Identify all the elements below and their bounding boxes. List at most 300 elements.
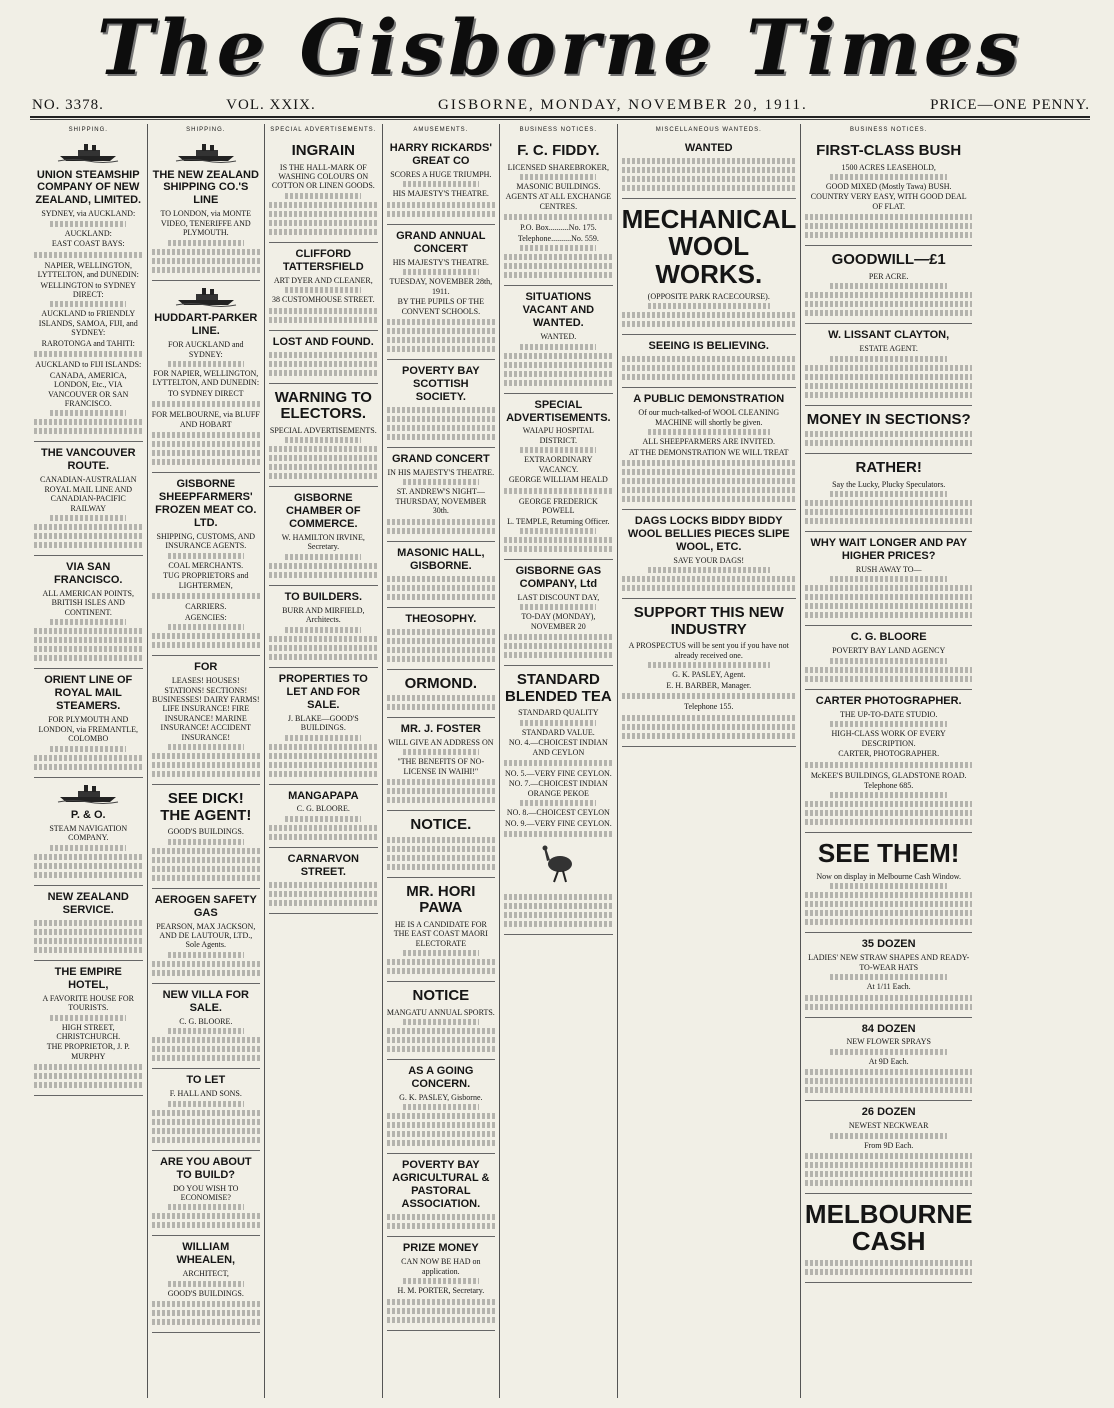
- column: [30, 124, 148, 1398]
- ad-line: AT THE DEMONSTRATION WE WILL TREAT: [628, 447, 789, 457]
- ad-line: NO. 5.—VERY FINE CEYLON.: [504, 768, 612, 778]
- text-filler: [805, 232, 973, 238]
- ad-line: W. HAMILTON IRVINE, Secretary.: [281, 533, 365, 552]
- ad-line: BY THE PUPILS OF THE CONVENT SCHOOLS.: [397, 297, 485, 316]
- ad-line: GEORGE WILLIAM HEALD: [508, 475, 608, 485]
- text-filler: [387, 1299, 496, 1305]
- advertisement: [805, 626, 973, 689]
- text-filler: [152, 1301, 261, 1307]
- text-filler: [622, 487, 796, 493]
- ad-line: SAVE YOUR DAGS!: [673, 555, 745, 565]
- text-filler: [830, 974, 947, 980]
- text-filler: [269, 744, 378, 750]
- text-filler: [387, 1122, 496, 1128]
- column: [618, 124, 801, 1398]
- text-filler: [50, 301, 126, 307]
- ad-line: HIS MAJESTY'S THEATRE.: [392, 257, 489, 267]
- text-filler: [269, 455, 378, 461]
- header-rule-thin: [30, 119, 1090, 120]
- ad-line: Telephone 685.: [864, 781, 914, 791]
- text-filler: [269, 361, 378, 367]
- text-filler: [805, 810, 973, 816]
- text-filler: [34, 533, 143, 539]
- text-filler: [504, 362, 613, 368]
- ad-title: THE EMPIRE HOTEL,: [54, 965, 122, 991]
- ad-line: AUCKLAND to FIJI ISLANDS:: [35, 360, 142, 370]
- text-filler: [152, 432, 261, 438]
- ad-title: AEROGEN SAFETY GAS: [154, 893, 257, 919]
- text-filler: [152, 1055, 261, 1061]
- text-filler: [387, 416, 496, 422]
- text-filler: [269, 882, 378, 888]
- ad-title: STANDARD BLENDED TEA: [505, 671, 612, 705]
- text-filler: [504, 831, 613, 837]
- ad-line: COUNTRY VERY EASY, WITH GOOD DEAL OF FLAT.: [810, 192, 967, 211]
- text-filler: [34, 419, 143, 425]
- text-filler: [520, 604, 596, 610]
- text-filler: [285, 287, 361, 293]
- ad-line: AUCKLAND:: [64, 228, 112, 238]
- ad-line: CARRIERS.: [185, 602, 227, 612]
- text-filler: [285, 193, 361, 199]
- text-filler: [830, 883, 947, 889]
- ad-title: W. LISSANT CLAYTON,: [828, 329, 950, 342]
- text-filler: [152, 1046, 261, 1052]
- advertisement: [387, 225, 496, 360]
- text-filler: [403, 479, 479, 485]
- ad-line: Telephone 155.: [684, 702, 734, 712]
- text-filler: [168, 240, 244, 246]
- text-filler: [168, 839, 244, 845]
- ad-title: POVERTY BAY AGRICULTURAL & PASTORAL ASSOCIATION.: [392, 1159, 490, 1211]
- ad-line: FOR MELBOURNE, via BLUFF AND HOBART: [151, 410, 260, 429]
- steamship-icon: [176, 286, 236, 306]
- ad-line: PER ACRE.: [868, 271, 909, 281]
- text-filler: [805, 585, 973, 591]
- text-filler: [152, 848, 261, 854]
- text-filler: [34, 524, 143, 530]
- ad-line: FOR AUCKLAND and SYDNEY:: [168, 340, 244, 359]
- ad-line: NO. 9.—VERY FINE CEYLON.: [504, 818, 612, 828]
- ad-title: MECHANICAL WOOL WORKS.: [621, 204, 797, 289]
- ad-title: GISBORNE GAS COMPANY, Ltd: [515, 564, 602, 590]
- text-filler: [152, 866, 261, 872]
- text-filler: [152, 762, 261, 768]
- advertisement: [387, 608, 496, 670]
- advertisement: [34, 137, 143, 442]
- text-filler: [520, 344, 596, 350]
- ad-title: DAGS LOCKS BIDDY BIDDY WOOL BELLIES PIECES SLIPE WOOL, ETC.: [627, 515, 790, 553]
- text-filler: [805, 1260, 973, 1266]
- advertisement: [387, 1154, 496, 1237]
- text-filler: [504, 546, 613, 552]
- text-filler: [152, 1037, 261, 1043]
- advertisement: [269, 137, 378, 243]
- ad-title: GRAND CONCERT: [391, 452, 490, 465]
- ad-line: NAPIER, WELLINGTON, LYTTELTON, and DUNEDIN:: [37, 260, 139, 280]
- text-filler: [269, 370, 378, 376]
- ad-line: BURR AND MIRFIELD, Architects.: [282, 605, 365, 625]
- advertisement: [387, 360, 496, 448]
- ad-title: WILLIAM WHEALEN,: [176, 1241, 236, 1267]
- ad-title: HARRY RICKARDS' GREAT CO: [389, 142, 492, 168]
- advertisement: [805, 690, 973, 834]
- text-filler: [387, 695, 496, 701]
- text-filler: [387, 704, 496, 710]
- steamship-icon: [176, 142, 236, 162]
- ad-title: NEW VILLA FOR SALE.: [162, 988, 249, 1014]
- advertisement: [387, 811, 496, 878]
- text-filler: [269, 211, 378, 217]
- ad-line: CARTER, PHOTOGRAPHER.: [838, 749, 940, 759]
- ad-line: RAROTONGA and TAHITI:: [41, 338, 135, 348]
- ad-line: G. K. PASLEY, Gisborne.: [399, 1093, 483, 1103]
- ad-title: WHY WAIT LONGER AND PAY HIGHER PRICES?: [810, 537, 967, 563]
- text-filler: [269, 229, 378, 235]
- text-filler: [622, 496, 796, 502]
- advertisement: [269, 668, 378, 785]
- text-filler: [152, 441, 261, 447]
- advertisement: [622, 137, 796, 199]
- ad-line: COAL MERCHANTS.: [168, 560, 244, 570]
- text-filler: [403, 181, 479, 187]
- text-filler: [387, 594, 496, 600]
- text-filler: [168, 553, 244, 559]
- ad-title: 84 DOZEN: [861, 1022, 916, 1035]
- text-filler: [622, 585, 796, 591]
- ad-line: ST. ANDREW'S NIGHT—THURSDAY, NOVEMBER 30th.: [395, 487, 487, 516]
- text-filler: [152, 1222, 261, 1228]
- advertisement: [504, 666, 613, 934]
- text-filler: [805, 440, 973, 446]
- ad-title: POVERTY BAY SCOTTISH SOCIETY.: [402, 365, 480, 403]
- text-filler: [168, 744, 244, 750]
- ad-line: A PROSPECTUS will be sent you if you have not already received one.: [628, 641, 789, 660]
- text-filler: [403, 1104, 479, 1110]
- ad-title: WARNING TO ELECTORS.: [274, 388, 372, 423]
- text-filler: [830, 658, 947, 664]
- text-filler: [387, 779, 496, 785]
- text-filler: [269, 771, 378, 777]
- text-filler: [805, 374, 973, 380]
- text-filler: [403, 950, 479, 956]
- ad-title: SEE DICK! THE AGENT!: [160, 790, 252, 824]
- text-filler: [504, 634, 613, 640]
- text-filler: [387, 519, 496, 525]
- ad-line: NO. 4.—CHOICEST INDIAN AND CEYLON: [508, 738, 608, 757]
- ad-line: LICENSED SHAREBROKER,: [507, 162, 610, 172]
- advertisement: [504, 286, 613, 393]
- text-filler: [805, 919, 973, 925]
- text-filler: [168, 1028, 244, 1034]
- advertisement: [622, 599, 796, 746]
- text-filler: [269, 446, 378, 452]
- advertisement: [387, 137, 496, 225]
- ad-line: STEAM NAVIGATION COMPANY.: [49, 823, 128, 843]
- ad-line: EXTRAORDINARY VACANCY.: [524, 455, 593, 474]
- price: PRICE—ONE PENNY.: [930, 97, 1090, 113]
- text-filler: [805, 819, 973, 825]
- text-filler: [50, 221, 126, 227]
- text-filler: [387, 337, 496, 343]
- text-filler: [387, 968, 496, 974]
- text-filler: [622, 724, 796, 730]
- ad-title: P. & O.: [70, 809, 106, 822]
- text-filler: [387, 1113, 496, 1119]
- text-filler: [269, 891, 378, 897]
- column: [383, 124, 501, 1398]
- text-filler: [269, 645, 378, 651]
- advertisement: [152, 1069, 261, 1150]
- text-filler: [152, 450, 261, 456]
- steamship-icon: [58, 142, 118, 162]
- ad-line: STANDARD VALUE.: [521, 727, 595, 737]
- text-filler: [34, 938, 143, 944]
- ad-title: TO LET: [186, 1074, 226, 1087]
- advertisement: [387, 542, 496, 608]
- text-filler: [622, 460, 796, 466]
- text-filler: [805, 518, 973, 524]
- text-filler: [387, 1046, 496, 1052]
- text-filler: [805, 1069, 973, 1075]
- text-filler: [152, 771, 261, 777]
- text-filler: [34, 920, 143, 926]
- ad-title: SEE THEM!: [817, 838, 960, 869]
- text-filler: [387, 434, 496, 440]
- advertisement: [269, 243, 378, 331]
- ad-line: ESTATE AGENT.: [859, 344, 918, 354]
- advertisement: [387, 670, 496, 719]
- text-filler: [34, 1073, 143, 1079]
- section-heading: MISCELLANEOUS WANTEDS.: [655, 127, 762, 133]
- ad-line: ALL AMERICAN POINTS, BRITISH ISLES AND CONTINENT.: [42, 589, 134, 617]
- issue-number: NO. 3378.: [32, 97, 104, 113]
- text-filler: [805, 1087, 973, 1093]
- text-filler: [805, 223, 973, 229]
- text-filler: [387, 959, 496, 965]
- advertisement: [269, 848, 378, 914]
- text-filler: [387, 846, 496, 852]
- advertisement: [34, 669, 143, 777]
- text-filler: [387, 788, 496, 794]
- text-filler: [152, 459, 261, 465]
- text-filler: [830, 576, 947, 582]
- text-filler: [50, 515, 126, 521]
- ad-title: ARE YOU ABOUT TO BUILD?: [159, 1155, 252, 1181]
- text-filler: [805, 801, 973, 807]
- ad-line: HE IS A CANDIDATE FOR THE EAST COAST MAORI ELECTORATE: [393, 919, 488, 948]
- ad-line: L. TEMPLE, Returning Officer.: [507, 516, 610, 526]
- advertisement: [152, 1236, 261, 1333]
- advertisement: [387, 878, 496, 982]
- text-filler: [520, 174, 596, 180]
- ad-line: NO. 8.—CHOICEST CEYLON: [506, 808, 610, 818]
- ad-line: GOOD'S BUILDINGS.: [167, 1288, 244, 1298]
- text-filler: [805, 310, 973, 316]
- text-filler: [387, 1214, 496, 1220]
- ad-line: AUCKLAND to FRIENDLY ISLANDS, SAMOA, FIJI, and SYDNEY:: [38, 309, 138, 338]
- text-filler: [152, 875, 261, 881]
- advertisement: [152, 281, 261, 473]
- section-heading: BUSINESS NOTICES.: [850, 127, 928, 133]
- ad-title: ORIENT LINE OF ROYAL MAIL STEAMERS.: [44, 674, 133, 713]
- column: [148, 124, 266, 1398]
- volume-number: VOL. XXIX.: [226, 97, 316, 113]
- ad-line: TUG PROPRIETORS and LIGHTERMEN,: [163, 571, 249, 590]
- ad-line: LADIES' NEW STRAW SHAPES AND READY-TO-WEAR HATS: [808, 953, 970, 972]
- text-filler: [622, 185, 796, 191]
- text-filler: [285, 735, 361, 741]
- ad-line: GOOD MIXED (Mostly Tawa) BUSH.: [825, 182, 952, 192]
- text-filler: [387, 211, 496, 217]
- text-filler: [34, 755, 143, 761]
- advertisement: [805, 933, 973, 1017]
- text-filler: [50, 1015, 126, 1021]
- ad-title: RATHER!: [855, 459, 922, 477]
- advertisement: [622, 510, 796, 599]
- ad-title: MELBOURNE CASH: [804, 1199, 973, 1257]
- text-filler: [387, 576, 496, 582]
- text-filler: [152, 249, 261, 255]
- text-filler: [168, 1204, 244, 1210]
- text-filler: [648, 303, 770, 309]
- ad-line: GEORGE FREDERICK POWELL: [518, 496, 598, 516]
- text-filler: [387, 864, 496, 870]
- text-filler: [34, 252, 143, 258]
- ad-line: GOOD'S BUILDINGS.: [167, 827, 244, 837]
- text-filler: [168, 1101, 244, 1107]
- ad-line: NEWEST NECKWEAR: [848, 1121, 929, 1131]
- advertisement: [805, 1194, 973, 1283]
- text-filler: [152, 258, 261, 264]
- ad-title: TO BUILDERS.: [284, 590, 363, 603]
- text-filler: [269, 834, 378, 840]
- text-filler: [50, 746, 126, 752]
- text-filler: [504, 214, 613, 220]
- text-filler: [152, 267, 261, 273]
- ad-title: GRAND ANNUAL CONCERT: [396, 229, 486, 255]
- text-filler: [805, 292, 973, 298]
- advertisement: [34, 886, 143, 961]
- text-filler: [50, 410, 126, 416]
- ad-line: Telephone..........No. 559.: [517, 233, 599, 243]
- text-filler: [34, 872, 143, 878]
- place-date: GISBORNE, MONDAY, NOVEMBER 20, 1911.: [438, 97, 808, 113]
- text-filler: [152, 401, 261, 407]
- text-filler: [34, 655, 143, 661]
- advertisement: [805, 137, 973, 246]
- text-filler: [269, 636, 378, 642]
- advertisement: [805, 833, 973, 933]
- text-filler: [269, 900, 378, 906]
- ad-title: MANGAPAPA: [288, 789, 359, 802]
- ad-title: MONEY IN SECTIONS?: [806, 410, 971, 428]
- text-filler: [622, 576, 796, 582]
- dateline: [32, 92, 1090, 114]
- ad-line: HIS MAJESTY'S THEATRE.: [392, 189, 489, 199]
- ad-line: EAST COAST BAYS:: [51, 239, 125, 249]
- text-filler: [805, 509, 973, 515]
- ad-line: IN HIS MAJESTY'S THEATRE.: [387, 467, 495, 477]
- text-filler: [269, 308, 378, 314]
- text-filler: [622, 356, 796, 362]
- text-filler: [805, 603, 973, 609]
- text-filler: [520, 800, 596, 806]
- ad-line: STANDARD QUALITY: [518, 708, 599, 718]
- text-filler: [830, 356, 947, 362]
- ad-line: G. K. PASLEY, Agent.: [672, 670, 746, 680]
- text-filler: [830, 491, 947, 497]
- text-filler: [504, 371, 613, 377]
- ad-title: SUPPORT THIS NEW INDUSTRY: [633, 604, 784, 638]
- ad-title: FIRST-CLASS BUSH: [816, 142, 962, 160]
- text-filler: [504, 643, 613, 649]
- text-filler: [830, 174, 947, 180]
- text-filler: [285, 437, 361, 443]
- advertisement: [269, 331, 378, 384]
- ad-line: Say the Lucky, Plucky Speculators.: [832, 479, 946, 489]
- text-filler: [152, 1137, 261, 1143]
- ad-line: A FAVORITE HOUSE FOR TOURISTS.: [42, 993, 134, 1013]
- ad-line: (OPPOSITE PARK RACECOURSE).: [647, 291, 770, 301]
- text-filler: [805, 214, 973, 220]
- advertisement: [805, 532, 973, 626]
- text-filler: [34, 863, 143, 869]
- text-filler: [830, 1049, 947, 1055]
- ad-title: THE NEW ZEALAND SHIPPING CO.'S LINE: [152, 168, 259, 207]
- advertisement: [34, 442, 143, 556]
- ad-line: FOR PLYMOUTH AND LONDON, via FREMANTLE, COLOMBO: [38, 715, 139, 744]
- text-filler: [622, 312, 796, 318]
- steamship-icon: [58, 783, 118, 803]
- text-filler: [504, 921, 613, 927]
- advertisement: [504, 560, 613, 666]
- ad-line: At 9D Each.: [868, 1056, 909, 1066]
- text-filler: [285, 554, 361, 560]
- text-filler: [34, 637, 143, 643]
- text-filler: [34, 764, 143, 770]
- ad-line: PEARSON, MAX JACKSON, AND DE LAUTOUR, LTD., Sole Agents.: [156, 921, 256, 950]
- text-filler: [805, 500, 973, 506]
- ad-line: TUESDAY, NOVEMBER 28th, 1911.: [389, 277, 493, 296]
- text-filler: [622, 693, 796, 699]
- text-filler: [622, 715, 796, 721]
- ad-line: FOR NAPIER, WELLINGTON, LYTTELTON, AND DUNEDIN:: [152, 368, 260, 388]
- ad-line: ARCHITECT,: [182, 1269, 229, 1279]
- text-filler: [34, 628, 143, 634]
- ad-line: MASONIC BUILDINGS.: [516, 182, 601, 192]
- text-filler: [805, 1171, 973, 1177]
- text-filler: [387, 1317, 496, 1323]
- advertisement: [387, 448, 496, 542]
- text-filler: [805, 1180, 973, 1186]
- text-filler: [504, 760, 613, 766]
- text-filler: [387, 585, 496, 591]
- advertisement: [504, 137, 613, 286]
- text-filler: [269, 762, 378, 768]
- text-filler: [152, 961, 261, 967]
- ad-line: RUSH AWAY TO—: [855, 565, 922, 575]
- masthead-title: The Gisborne Times: [96, 2, 1024, 92]
- text-filler: [34, 428, 143, 434]
- ad-title: INGRAIN: [291, 142, 355, 160]
- text-filler: [34, 351, 143, 357]
- ad-title: WANTED: [684, 142, 733, 155]
- text-filler: [50, 619, 126, 625]
- text-filler: [622, 374, 796, 380]
- header-rule: [30, 116, 1090, 118]
- ad-line: AGENCIES:: [184, 612, 227, 622]
